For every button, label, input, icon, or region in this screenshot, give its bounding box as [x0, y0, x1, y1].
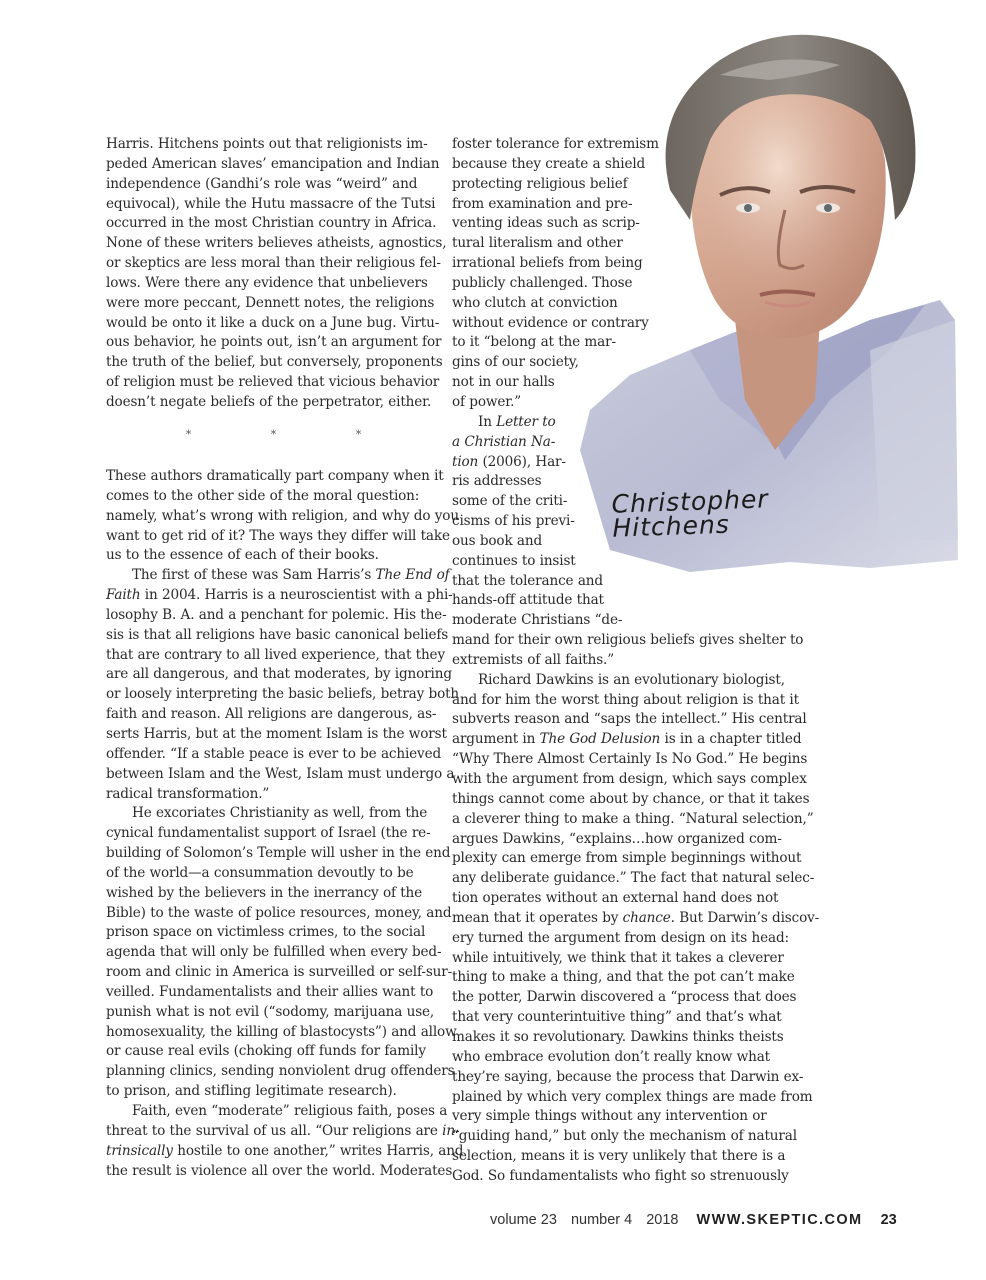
text-line: would be onto it like a duck on a June bug. Virtu-: [106, 314, 440, 331]
footer-number: number 4: [570, 1212, 633, 1228]
text-segment: that very counterintuitive thing” and that’s what: [452, 1009, 782, 1026]
text-segment: mean that it operates by: [452, 909, 623, 926]
text-line: [452, 472, 787, 492]
text-segment: to prison, and stifling legitimate research).: [106, 1083, 397, 1100]
text-segment: and for him the worst thing about religion is that it: [452, 691, 799, 708]
text-segment: serts Harris, but at the moment Islam is the worst: [106, 725, 447, 742]
text-segment: selection, means it is very unlikely that there is a: [452, 1148, 786, 1165]
text-line: the truth of the belief, but conversely, proponents: [106, 354, 443, 371]
text-segment: Richard Dawkins is an evolutionary biologist,: [478, 671, 785, 688]
text-line: [452, 988, 797, 1008]
text-line: [452, 1167, 787, 1187]
text-line: [452, 869, 815, 889]
text-line: [106, 646, 445, 666]
text-segment: veilled. Fundamentalists and their allies want to: [106, 983, 434, 1000]
text-line: [452, 195, 787, 215]
text-segment: argument in: [452, 731, 540, 748]
text-segment: any deliberate guidance.” The fact that natural selec-: [452, 870, 815, 887]
text-segment: tion operates without an external hand does not: [452, 890, 779, 907]
text-line: [452, 770, 807, 790]
text-line: [452, 314, 787, 334]
text-segment: that the tolerance and: [452, 572, 603, 589]
page-number: 23: [880, 1212, 897, 1228]
text-line: [452, 750, 808, 770]
text-line: [106, 943, 441, 963]
text-segment: irrational beliefs from being: [452, 255, 643, 272]
text-line: [106, 884, 441, 904]
italic-text: in-: [442, 1122, 460, 1139]
text-segment: makes it so revolutionary. Dawkins thinks theists: [452, 1028, 784, 1045]
text-line: peded American slaves’ emancipation and Indian: [106, 155, 440, 172]
text-segment: are all dangerous, and that moderates, by ignoring: [106, 666, 452, 683]
text-segment: venting ideas such as scrip-: [452, 215, 640, 232]
text-segment: losophy B. A. and a penchant for polemic. His the-: [106, 606, 447, 623]
text-segment: threat to the survival of us all. “Our religions are: [106, 1122, 443, 1139]
text-line: [452, 492, 787, 512]
text-segment: or loosely interpreting the basic beliefs, betray both: [106, 686, 460, 703]
text-segment: between Islam and the West, Islam must undergo a: [106, 765, 455, 782]
text-segment: prison space on victimless crimes, to the social: [106, 924, 426, 941]
text-line: [452, 234, 787, 254]
text-line: [106, 983, 441, 1003]
text-line: independence (Gandhi’s role was “weird” and: [106, 175, 418, 192]
text-segment: of power.”: [452, 393, 522, 410]
text-segment: mand for their own religious beliefs gives shelter to: [452, 632, 804, 649]
text-segment: punish what is not evil (“sodomy, marijuana use,: [106, 1003, 435, 1020]
text-segment: “Why There Almost Certainly Is No God.” He begins: [452, 751, 808, 768]
text-line: [106, 467, 444, 487]
text-line: [452, 572, 787, 592]
text-line: [106, 904, 452, 924]
text-line: [452, 790, 810, 810]
text-line: [452, 254, 787, 274]
text-segment: continues to insist: [452, 552, 576, 569]
text-line: [452, 1008, 787, 1028]
italic-text: The End of: [375, 567, 450, 584]
text-line: equivocal), while the Hutu massacre of the Tutsi: [106, 195, 436, 212]
text-line: [452, 453, 787, 473]
caption-first-name: Christopher: [611, 484, 770, 519]
text-line: [106, 804, 441, 824]
text-line: [452, 155, 787, 175]
text-segment: gins of our society,: [452, 354, 579, 371]
text-line: [452, 968, 795, 988]
text-segment: to it “belong at the mar-: [452, 334, 616, 351]
text-segment: because they create a shield: [452, 155, 646, 172]
left-column-bottom: [106, 467, 464, 1181]
text-line: [452, 889, 787, 909]
text-line: [452, 1028, 787, 1048]
text-segment: subverts reason and “saps the intellect.” His central: [452, 711, 807, 728]
text-segment: (2006), Har-: [478, 453, 566, 470]
text-segment: thing to make a thing, and that the pot can’t make: [452, 969, 795, 986]
text-segment: ery turned the argument from design on its head:: [452, 929, 789, 946]
text-segment: with the argument from design, which says complex: [452, 771, 807, 787]
text-segment: offender. “If a stable peace is ever to be achieved: [106, 745, 442, 762]
text-line: [106, 725, 447, 745]
text-line: [452, 810, 814, 830]
text-line: doesn’t negate beliefs of the perpetrator, either.: [106, 393, 432, 410]
text-segment: Faith, even “moderate” religious faith, poses a: [132, 1103, 448, 1119]
text-line: [106, 765, 455, 785]
text-segment: from examination and pre-: [452, 195, 633, 212]
footer-volume: volume 23: [490, 1212, 557, 1228]
text-segment: not in our halls: [452, 374, 555, 391]
text-line: [106, 745, 441, 765]
text-segment: “guiding hand,” but only the mechanism of natural: [452, 1128, 797, 1145]
text-line: [452, 532, 787, 552]
text-segment: God. So fundamentalists who fight so strenuously: [452, 1167, 789, 1184]
text-line: [106, 963, 453, 983]
text-segment: . But Darwin’s discov-: [670, 909, 820, 926]
italic-text: chance: [622, 909, 671, 926]
text-segment: they’re saying, because the process that Darwin ex-: [452, 1068, 804, 1085]
italic-text: The God Delusion: [539, 731, 661, 748]
text-line: [452, 830, 787, 850]
text-segment: room and clinic in America is surveilled or self-sur-: [106, 964, 453, 981]
text-segment: He excoriates Christianity as well, from the: [132, 805, 428, 822]
footer-website-link[interactable]: WWW.SKEPTIC.COM: [696, 1212, 863, 1228]
text-line: [106, 527, 450, 547]
text-line: [452, 1107, 787, 1127]
text-segment: without evidence or contrary: [452, 314, 649, 331]
text-segment: cynical fundamentalist support of Israel (the re-: [106, 825, 431, 842]
text-line: [452, 591, 787, 611]
text-line: Harris. Hitchens points out that religionists im-: [106, 136, 428, 152]
text-line: [106, 487, 441, 507]
text-line: [452, 552, 787, 572]
text-line: [452, 135, 787, 155]
text-line: [452, 671, 787, 691]
text-segment: building of Solomon’s Temple will usher in the end: [106, 845, 451, 862]
text-line: of religion must be relieved that vicious behavior: [106, 374, 440, 391]
text-line: [452, 175, 787, 195]
text-segment: namely, what’s wrong with religion, and why do you: [106, 507, 459, 524]
text-segment: some of the criti-: [452, 493, 568, 510]
text-segment: very simple things without any intervention or: [452, 1108, 767, 1125]
text-line: [452, 611, 787, 631]
text-segment: sis is that all religions have basic canonical beliefs: [106, 626, 449, 643]
text-segment: us to the essence of each of their books.: [106, 547, 379, 564]
footer-year: 2018: [646, 1212, 679, 1228]
text-segment: while intuitively, we think that it takes a cleverer: [452, 949, 784, 966]
text-line: [106, 824, 441, 844]
text-segment: hands-off attitude that: [452, 592, 604, 609]
text-line: [106, 1102, 448, 1122]
text-line: [452, 849, 802, 869]
text-line: [106, 546, 441, 566]
text-line: [106, 606, 447, 626]
text-segment: the result is violence all over the world. Moderates: [106, 1162, 453, 1179]
text-line: [452, 413, 787, 433]
text-segment: of the world—a consummation devoutly to be: [106, 864, 414, 881]
text-line: [106, 507, 459, 527]
text-segment: agenda that will only be fulfilled when every bed-: [106, 944, 442, 961]
text-segment: who embrace evolution don’t really know what: [452, 1048, 770, 1065]
text-segment: ris addresses: [452, 473, 542, 490]
text-line: lows. Were there any evidence that unbelievers: [106, 274, 428, 291]
text-segment: who clutch at conviction: [452, 294, 618, 311]
text-line: [452, 1127, 797, 1147]
text-segment: In: [478, 413, 497, 430]
text-segment: faith and reason. All religions are dangerous, as-: [106, 706, 437, 723]
text-line: occurred in the most Christian country in Africa.: [106, 215, 437, 232]
text-segment: These authors dramatically part company when it: [106, 468, 444, 484]
text-line: None of these writers believes atheists, agnostics,: [106, 235, 447, 252]
text-line: [106, 1062, 455, 1082]
text-line: [106, 1082, 441, 1102]
text-segment: extremists of all faiths.”: [452, 651, 614, 668]
text-line: [452, 214, 787, 234]
text-line: [452, 1088, 813, 1108]
text-line: [452, 691, 799, 711]
italic-text: tion: [452, 453, 479, 470]
text-line: [106, 685, 460, 705]
text-segment: The first of these was Sam Harris’s: [132, 567, 376, 584]
text-line: [452, 631, 804, 651]
text-segment: homosexuality, the killing of blastocysts”) and allow: [106, 1023, 457, 1040]
text-line: [452, 929, 787, 949]
text-segment: protecting religious belief: [452, 175, 628, 192]
text-line: [452, 1147, 787, 1167]
text-line: [452, 433, 787, 453]
text-line: [452, 512, 787, 532]
text-line: [106, 1023, 457, 1043]
text-line: [452, 294, 787, 314]
text-segment: a cleverer thing to make a thing. “Natural selection,”: [452, 810, 814, 827]
text-line: [452, 949, 787, 969]
text-segment: things cannot come about by chance, or that it takes: [452, 790, 810, 807]
text-segment: argues Dawkins, “explains…how organized com-: [452, 830, 782, 847]
italic-text: Faith: [106, 587, 141, 604]
text-line: [106, 665, 452, 685]
text-segment: hostile to one another,” writes Harris, and: [172, 1142, 464, 1159]
text-line: [452, 651, 787, 671]
text-line: [106, 1122, 460, 1142]
right-column: [452, 135, 820, 1187]
text-line: [106, 1142, 464, 1162]
text-segment: the potter, Darwin discovered a “process that does: [452, 989, 797, 1006]
text-line: ous behavior, he points out, isn’t an argument for: [106, 334, 442, 351]
text-line: or skeptics are less moral than their religious fel-: [106, 255, 441, 272]
text-line: [452, 373, 787, 393]
text-segment: comes to the other side of the moral question:: [106, 487, 420, 504]
text-segment: Bible) to the waste of police resources, money, and: [106, 904, 452, 921]
text-segment: foster tolerance for extremism: [452, 136, 659, 152]
text-segment: want to get rid of it? The ways they differ will take: [106, 527, 450, 544]
text-line: [452, 730, 802, 750]
text-segment: cisms of his previ-: [452, 513, 575, 530]
text-segment: planning clinics, sending nonviolent drug offenders: [106, 1063, 455, 1080]
text-line: [452, 1068, 804, 1088]
text-line: [452, 333, 787, 353]
page-footer: [490, 1212, 897, 1232]
text-segment: moderate Christians “de-: [452, 612, 623, 629]
text-segment: or cause real evils (choking off funds for family: [106, 1043, 426, 1060]
text-line: [452, 274, 787, 294]
text-line: [106, 1162, 453, 1182]
text-line: [452, 393, 787, 413]
text-line: [106, 566, 450, 586]
text-line: [452, 1048, 787, 1068]
text-line: [106, 923, 441, 943]
text-line: were more peccant, Dennett notes, the religions: [106, 294, 435, 311]
text-line: [106, 626, 449, 646]
text-line: [452, 710, 807, 730]
text-line: [452, 353, 787, 373]
text-line: [106, 1003, 441, 1023]
text-segment: ous book and: [452, 532, 543, 549]
text-segment: is in a chapter titled: [660, 731, 802, 748]
section-break: * * *: [185, 428, 400, 441]
italic-text: trinsically: [106, 1142, 173, 1159]
italic-text: a Christian Na-: [452, 433, 556, 450]
text-line: [106, 705, 441, 725]
text-segment: in 2004. Harris is a neuroscientist with a phi-: [140, 587, 453, 604]
text-line: [452, 909, 820, 929]
italic-text: Letter to: [496, 413, 556, 430]
text-segment: wished by the believers in the inerrancy of the: [106, 884, 423, 901]
text-line: [106, 1042, 441, 1062]
text-line: [106, 785, 441, 805]
caption-last-name: Hitchens: [611, 509, 731, 543]
text-line: [106, 864, 441, 884]
text-segment: tural literalism and other: [452, 235, 623, 252]
text-segment: plexity can emerge from simple beginnings without: [452, 850, 802, 867]
left-column-top: [106, 135, 447, 413]
text-segment: plained by which very complex things are made from: [452, 1088, 813, 1105]
text-line: [106, 844, 451, 864]
text-segment: radical transformation.”: [106, 785, 270, 802]
text-line: [106, 586, 453, 606]
text-segment: that are contrary to all lived experience, that they: [106, 646, 445, 663]
text-segment: publicly challenged. Those: [452, 274, 633, 291]
